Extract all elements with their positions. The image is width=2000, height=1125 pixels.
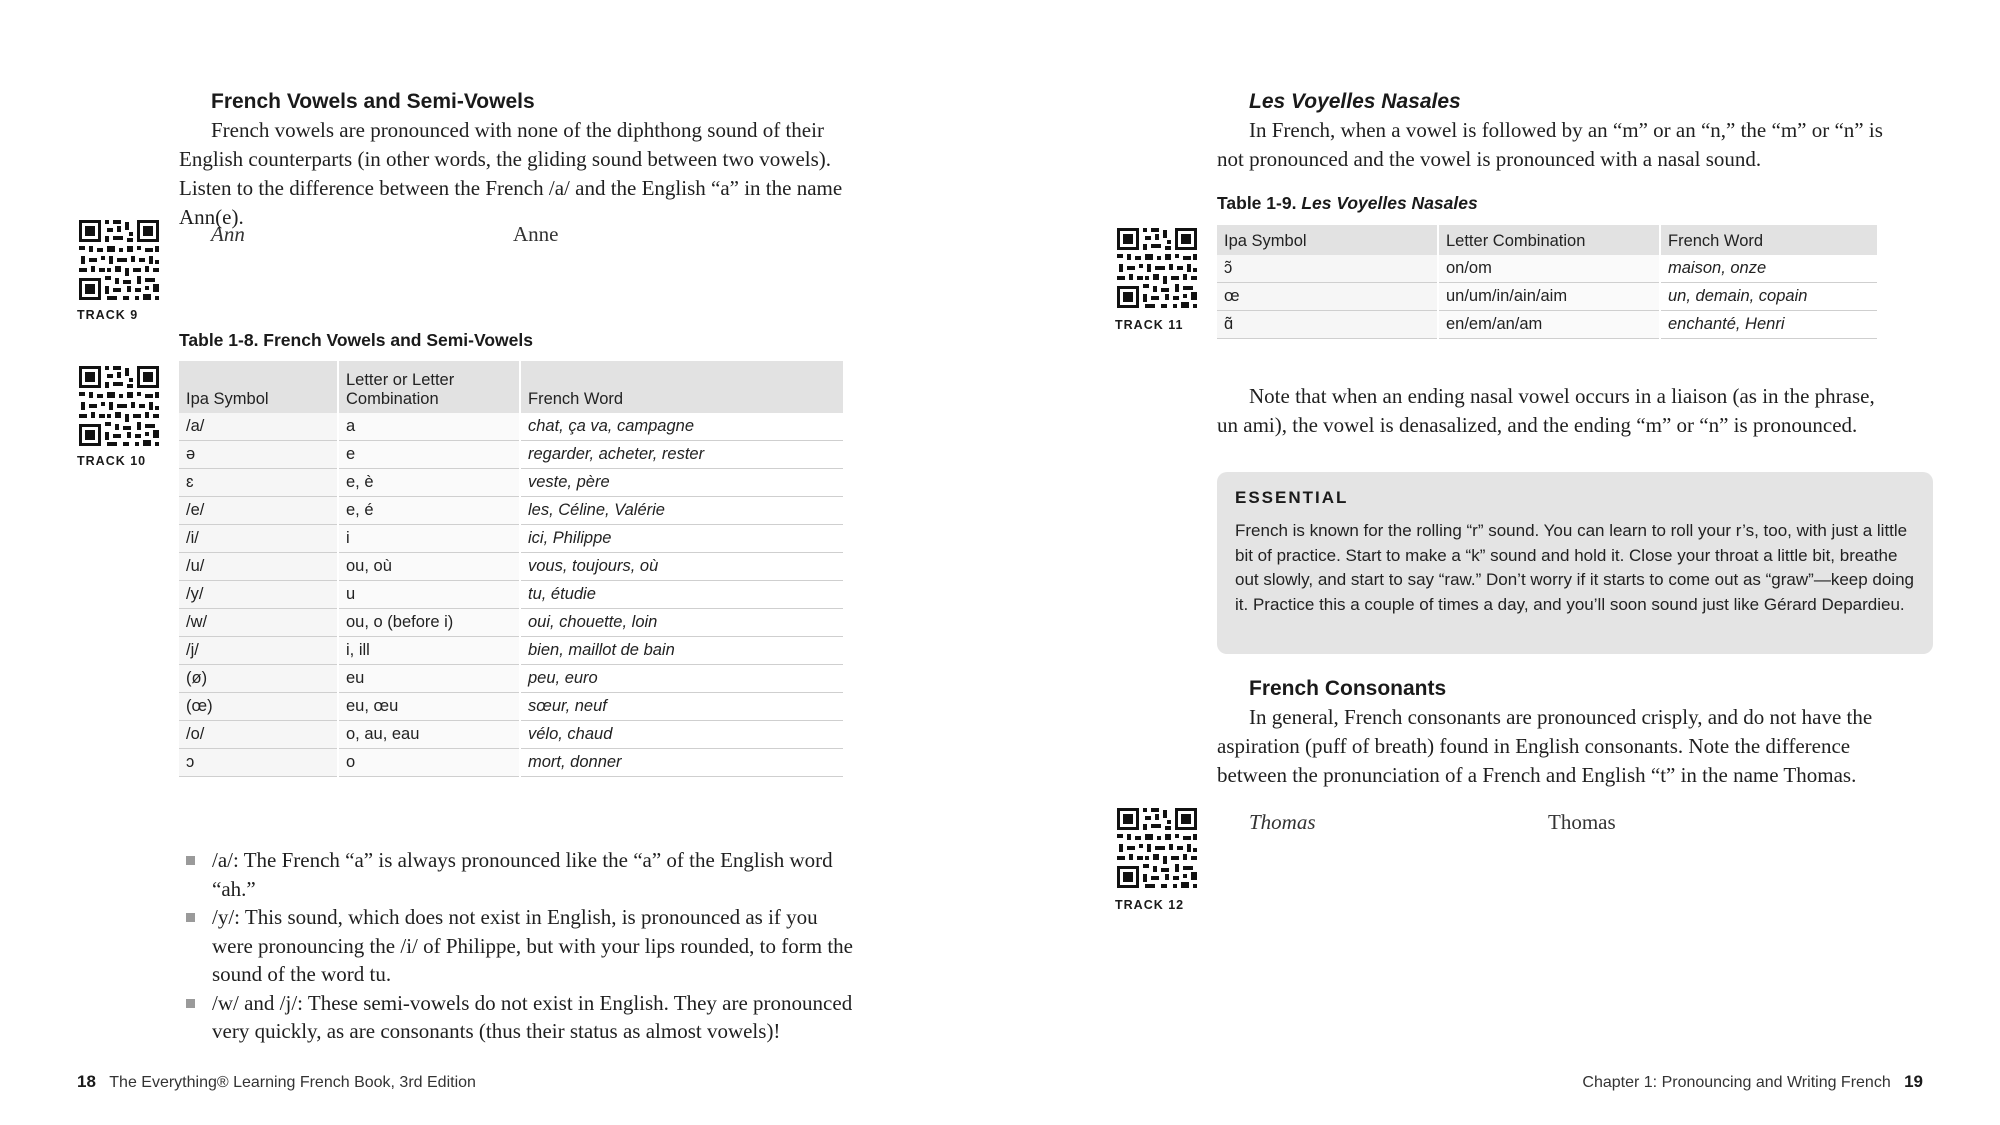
nasal-table-body xyxy=(1217,255,1877,339)
letters-cell: en/em/an/am xyxy=(1438,311,1660,339)
table-row xyxy=(179,441,843,469)
example-french-anne: Anne xyxy=(513,222,559,246)
vowels-table xyxy=(179,361,843,777)
column-header-ipa: Ipa Symbol xyxy=(1217,225,1438,255)
table-row xyxy=(1217,311,1877,339)
liaison-note-text: Note that when an ending nasal vowel occurs in a liaison (as in the phrase, un ami), the vowel is denasalized, and the ending “m” or “n” is pronounced. xyxy=(1217,384,1875,437)
ipa-cell: œ xyxy=(1217,283,1438,311)
table-row xyxy=(179,413,843,441)
square-bullet-icon xyxy=(186,999,195,1008)
table-row xyxy=(1217,255,1877,283)
letters-cell: eu xyxy=(338,665,520,693)
nasal-intro-paragraph xyxy=(1217,116,1897,174)
letters-cell: on/om xyxy=(1438,255,1660,283)
note-item-y xyxy=(186,903,858,989)
essential-callout-box xyxy=(1217,472,1933,654)
column-header-letter-combination: Letter Combination xyxy=(1438,225,1660,255)
essential-text: French is known for the rolling “r” sound. You can learn to roll your r’s, too, with just a little bit of practice. Start to make a “k” sound and hold it. Close your throat a little bit, breathe out slowly, and start to say “raw.” Don’t worry if it starts to come out as “graw”—keep doing it. Practice this a couple of times a day, and you’ll soon sound just like Gérard Depardieu. xyxy=(1235,521,1914,614)
example-french-thomas: Thomas xyxy=(1548,810,1616,834)
book-title: The Everything® Learning French Book, 3rd Edition xyxy=(109,1074,476,1091)
table-row xyxy=(179,749,843,777)
nasal-vowels-table xyxy=(1217,225,1877,339)
french-word-cell: mort, donner xyxy=(520,749,843,777)
ipa-cell: /y/ xyxy=(179,581,338,609)
ipa-cell: /i/ xyxy=(179,525,338,553)
square-bullet-icon xyxy=(186,856,195,865)
section-title-consonants: French Consonants xyxy=(1249,677,1447,700)
table-row xyxy=(179,637,843,665)
right-page xyxy=(1000,0,2000,1125)
letters-cell: o xyxy=(338,749,520,777)
square-bullet-icon xyxy=(186,913,195,922)
page-number-19: 19 xyxy=(1904,1072,1923,1091)
table-1-9-title: Les Voyelles Nasales xyxy=(1301,193,1478,213)
vowel-notes-list xyxy=(186,846,858,1046)
table-row xyxy=(179,665,843,693)
french-word-cell: un, demain, copain xyxy=(1660,283,1877,311)
nasal-table-header xyxy=(1217,225,1877,255)
french-word-cell: tu, étudie xyxy=(520,581,843,609)
vowels-table-header xyxy=(179,361,843,413)
ipa-cell: /e/ xyxy=(179,497,338,525)
qr-code-track-9[interactable] xyxy=(77,218,161,302)
track-11-label: TRACK 11 xyxy=(1115,318,1184,332)
letters-cell: e, è xyxy=(338,469,520,497)
letters-cell: o, au, eau xyxy=(338,721,520,749)
letters-cell: a xyxy=(338,413,520,441)
ipa-cell: ɑ̃ xyxy=(1217,311,1438,339)
french-word-cell: sœur, neuf xyxy=(520,693,843,721)
table-1-9-number: Table 1-9. xyxy=(1217,193,1297,213)
table-row xyxy=(179,525,843,553)
table-row xyxy=(179,553,843,581)
ipa-cell: (ø) xyxy=(179,665,338,693)
letters-cell: un/um/in/ain/aim xyxy=(1438,283,1660,311)
french-word-cell: veste, père xyxy=(520,469,843,497)
table-row xyxy=(1217,283,1877,311)
french-word-cell: oui, chouette, loin xyxy=(520,609,843,637)
essential-label: ESSENTIAL xyxy=(1235,488,1349,507)
french-word-cell: chat, ça va, campagne xyxy=(520,413,843,441)
track-9-label: TRACK 9 xyxy=(77,308,139,322)
ipa-cell: /o/ xyxy=(179,721,338,749)
chapter-title: Chapter 1: Pronouncing and Writing French xyxy=(1582,1074,1891,1091)
french-word-cell: peu, euro xyxy=(520,665,843,693)
note-text: /y/: This sound, which does not exist in English, is pronounced as if you were pronouncing the /i/ of Philippe, but with your lips rounded, to form the sound of the word tu. xyxy=(212,905,853,986)
french-word-cell: regarder, acheter, rester xyxy=(520,441,843,469)
letters-cell: e xyxy=(338,441,520,469)
letters-cell: i xyxy=(338,525,520,553)
liaison-note-paragraph xyxy=(1217,382,1897,440)
ipa-cell: (œ) xyxy=(179,693,338,721)
letters-cell: ou, où xyxy=(338,553,520,581)
ipa-cell: /u/ xyxy=(179,553,338,581)
nasal-intro-text: In French, when a vowel is followed by an “m” or an “n,” the “m” or “n” is not pronounced and the vowel is pronounced with a nasal sound. xyxy=(1217,118,1883,171)
section-title-vowels: French Vowels and Semi-Vowels xyxy=(211,90,535,113)
french-word-cell: les, Céline, Valérie xyxy=(520,497,843,525)
note-text: /a/: The French “a” is always pronounced like the “a” of the English word “ah.” xyxy=(212,848,833,901)
left-footer xyxy=(77,1072,476,1092)
column-header-ipa: Ipa Symbol xyxy=(179,361,338,413)
letters-cell: u xyxy=(338,581,520,609)
table-1-9-caption xyxy=(1217,193,1478,214)
track-10-label: TRACK 10 xyxy=(77,454,147,468)
consonants-paragraph xyxy=(1217,703,1897,790)
ipa-cell: ɔ̃ xyxy=(1217,255,1438,283)
ipa-cell: /j/ xyxy=(179,637,338,665)
french-word-cell: ici, Philippe xyxy=(520,525,843,553)
french-word-cell: maison, onze xyxy=(1660,255,1877,283)
section-title-nasal-vowels: Les Voyelles Nasales xyxy=(1249,90,1461,113)
french-word-cell: enchanté, Henri xyxy=(1660,311,1877,339)
column-header-french-word: French Word xyxy=(520,361,843,413)
ipa-cell: /a/ xyxy=(179,413,338,441)
table-row xyxy=(179,581,843,609)
table-row xyxy=(179,497,843,525)
vowels-intro-paragraph xyxy=(179,116,851,232)
ipa-cell: /w/ xyxy=(179,609,338,637)
note-item-a xyxy=(186,846,858,903)
table-row xyxy=(179,609,843,637)
track-12-label: TRACK 12 xyxy=(1115,898,1185,912)
letters-cell: ou, o (before i) xyxy=(338,609,520,637)
ipa-cell: ɛ xyxy=(179,469,338,497)
page-number-18: 18 xyxy=(77,1072,96,1091)
letters-cell: i, ill xyxy=(338,637,520,665)
example-english-ann: Ann xyxy=(211,222,245,246)
column-header-french-word: French Word xyxy=(1660,225,1877,255)
table-row xyxy=(179,721,843,749)
note-text: /w/ and /j/: These semi-vowels do not exist in English. They are pronounced very quickly, as are consonants (thus their status as almost vowels)! xyxy=(212,990,853,1043)
letters-cell: eu, œu xyxy=(338,693,520,721)
vowels-intro-text: French vowels are pronounced with none of the diphthong sound of their English counterparts (in other words, the gliding sound between two vowels). Listen to the difference between the French /a/ and the English “a” in the name Ann(e). xyxy=(179,118,843,229)
table-1-8-caption: Table 1-8. French Vowels and Semi-Vowels xyxy=(179,330,533,350)
ipa-cell: ɔ xyxy=(179,749,338,777)
vowels-table-body xyxy=(179,413,843,777)
table-row xyxy=(179,693,843,721)
ipa-cell: ə xyxy=(179,441,338,469)
example-english-thomas: Thomas xyxy=(1249,810,1316,834)
note-item-w-j xyxy=(186,989,858,1046)
french-word-cell: bien, maillot de bain xyxy=(520,637,843,665)
right-footer xyxy=(1582,1072,1923,1092)
table-row xyxy=(179,469,843,497)
french-word-cell: vélo, chaud xyxy=(520,721,843,749)
column-header-letters: Letter or Letter Combination xyxy=(338,361,520,413)
consonants-text: In general, French consonants are pronounced crisply, and do not have the aspiration (puff of breath) found in English consonants. Note the difference between the pronunciation of a French and English “t” in the name Thomas. xyxy=(1217,705,1873,787)
qr-code-track-11[interactable] xyxy=(1115,226,1199,310)
letters-cell: e, é xyxy=(338,497,520,525)
french-word-cell: vous, toujours, où xyxy=(520,553,843,581)
qr-code-track-12[interactable] xyxy=(1115,806,1199,890)
qr-code-track-10[interactable] xyxy=(77,364,161,448)
